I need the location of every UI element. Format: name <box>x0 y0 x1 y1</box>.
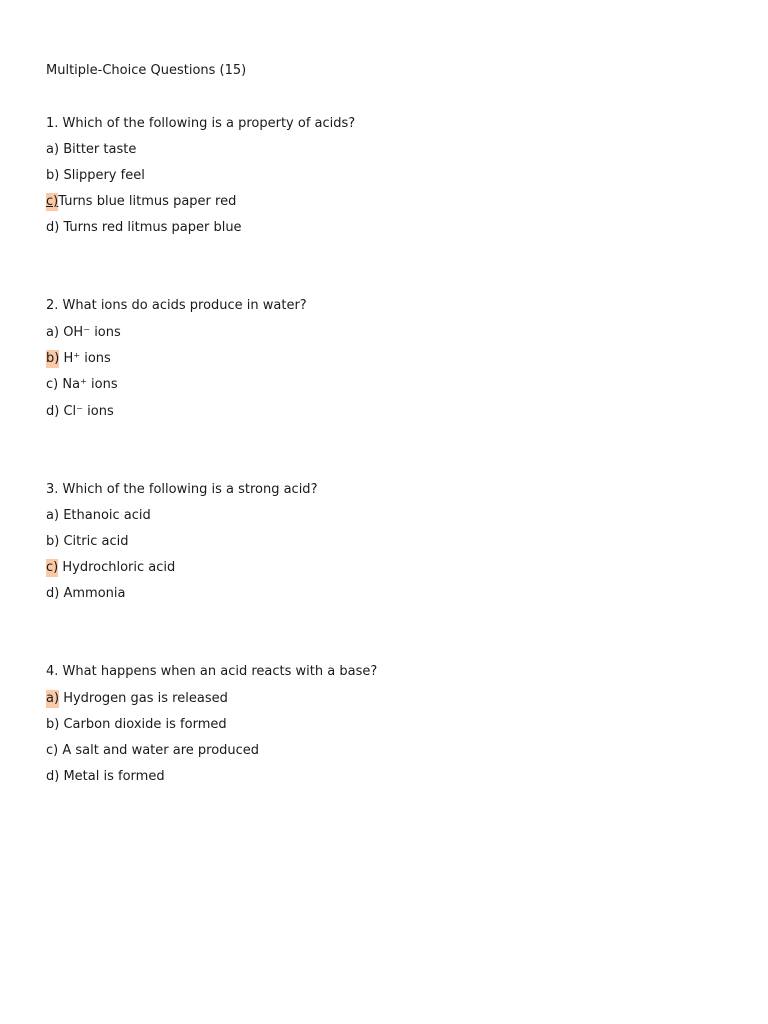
option-letter: d) <box>46 220 60 235</box>
option-text: Turns blue litmus paper red <box>58 194 237 209</box>
option-letter: a) <box>46 325 60 340</box>
option-text: Carbon dioxide is formed <box>63 717 227 732</box>
option-text: H⁺ ions <box>63 351 111 366</box>
question-4-option-d <box>46 768 165 786</box>
option-letter: d) <box>46 404 60 419</box>
option-letter: a) <box>46 508 60 523</box>
option-text: Metal is formed <box>63 769 165 784</box>
option-text: Slippery feel <box>63 168 145 183</box>
option-text: Hydrogen gas is released <box>63 691 228 706</box>
question-4-option-a <box>46 690 228 708</box>
question-3-option-a <box>46 507 151 525</box>
question-1-text: 1. Which of the following is a property of acids? <box>46 116 356 131</box>
option-letter: c) <box>46 743 59 758</box>
question-3-option-c <box>46 559 175 577</box>
question-2-option-a <box>46 324 121 342</box>
question-4-option-b <box>46 716 227 734</box>
highlighted-answer-letter: c) <box>46 560 59 575</box>
question-1-option-a <box>46 141 136 159</box>
highlighted-answer-letter: c) <box>46 194 59 209</box>
question-2-option-d <box>46 403 114 421</box>
option-text: Na⁺ ions <box>62 377 118 392</box>
option-text: Bitter taste <box>63 142 137 157</box>
question-2-option-c <box>46 376 118 394</box>
option-text: Cl⁻ ions <box>63 404 114 419</box>
option-letter: d) <box>46 769 60 784</box>
option-text: Citric acid <box>63 534 129 549</box>
option-text: Ethanoic acid <box>63 508 151 523</box>
question-4-text: 4. What happens when an acid reacts with a base? <box>46 664 378 679</box>
option-letter: b) <box>46 534 60 549</box>
option-letter: b) <box>46 168 60 183</box>
option-text: OH⁻ ions <box>63 325 121 340</box>
question-3-option-d <box>46 585 125 603</box>
document-heading: Multiple-Choice Questions (15) <box>46 63 247 78</box>
highlighted-answer-letter: b) <box>46 351 60 366</box>
option-text: A salt and water are produced <box>62 743 260 758</box>
option-text: Hydrochloric acid <box>62 560 176 575</box>
question-4-option-c <box>46 742 259 760</box>
option-letter: a) <box>46 142 60 157</box>
option-text: Ammonia <box>63 586 126 601</box>
highlighted-answer-letter: a) <box>46 691 60 706</box>
question-1-option-d <box>46 219 242 237</box>
question-3-text: 3. Which of the following is a strong acid? <box>46 482 318 497</box>
question-1-option-c <box>46 193 236 211</box>
option-letter: b) <box>46 717 60 732</box>
question-1-option-b <box>46 167 145 185</box>
option-text: Turns red litmus paper blue <box>63 220 242 235</box>
question-2-text: 2. What ions do acids produce in water? <box>46 298 307 313</box>
question-3-option-b <box>46 533 128 551</box>
option-letter: d) <box>46 586 60 601</box>
question-2-option-b <box>46 350 111 368</box>
option-letter: c) <box>46 377 59 392</box>
